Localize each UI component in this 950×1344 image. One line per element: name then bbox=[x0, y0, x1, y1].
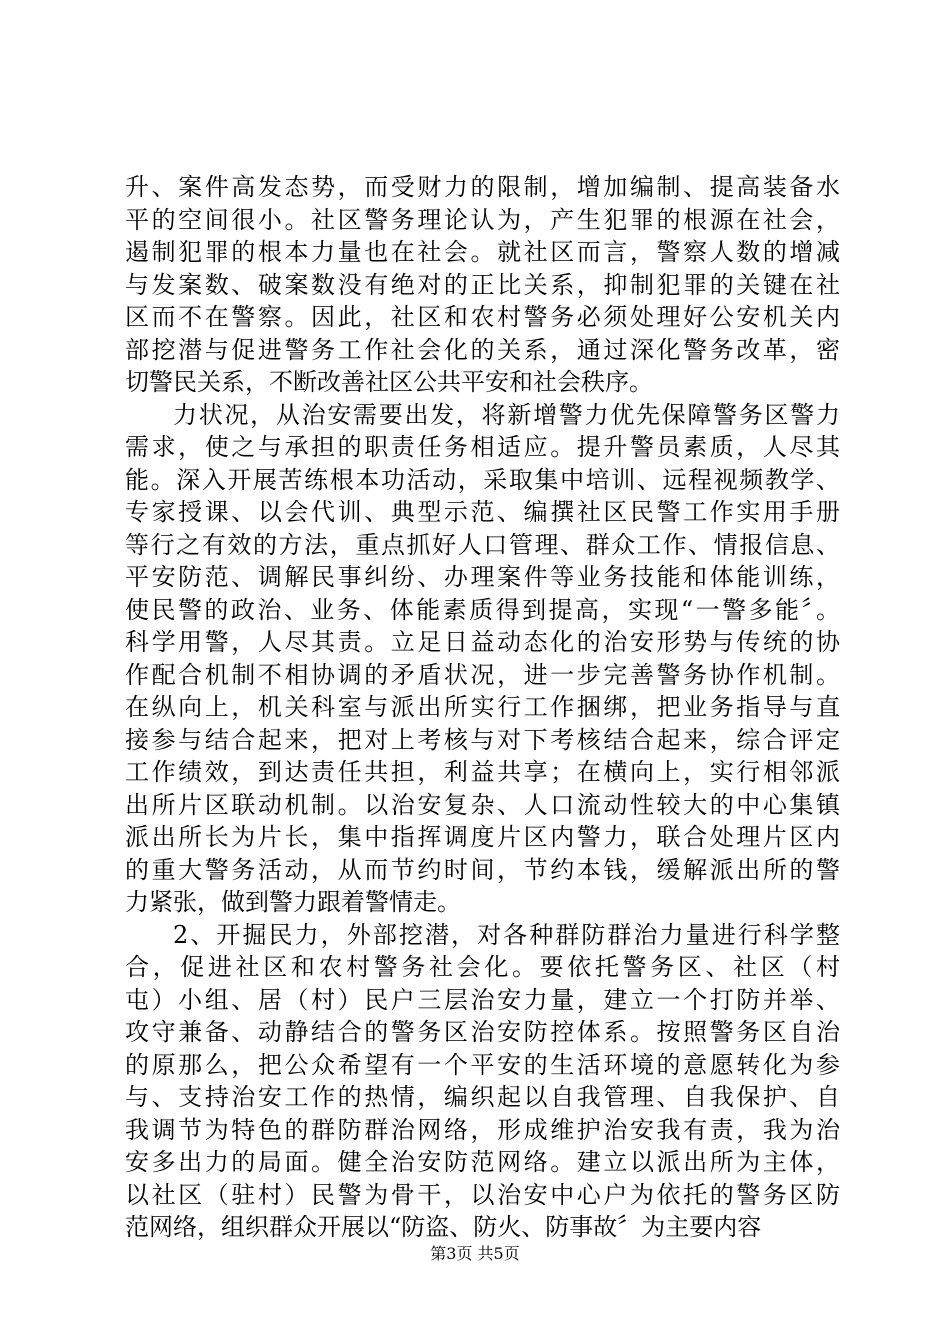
paragraph-2 bbox=[125, 399, 840, 919]
text-line: 合，促进社区和农村警务社会化。要依托警务区、社区（村 bbox=[125, 953, 840, 981]
text-line: 力紧张，做到警力跟着警情走。 bbox=[125, 888, 461, 916]
text-line: 我调节为特色的群防群治网络，形成维护治安我有责，我为治 bbox=[125, 1115, 840, 1144]
text-line: 工作绩效，到达责任共担，利益共享；在横向上，实行相邻派 bbox=[125, 758, 840, 786]
text-line: 派出所长为片长，集中指挥调度片区内警力，联合处理片区内 bbox=[125, 823, 840, 851]
text-line: 区而不在警察。因此，社区和农村警务必须处理好公安机关内 bbox=[125, 303, 840, 331]
text-line: 的重大警务活动，从而节约时间，节约本钱，缓解派出所的警 bbox=[125, 855, 840, 884]
text-line: 在纵向上，机关科室与派出所实行工作捆绑，把业务指导与直 bbox=[125, 693, 840, 721]
text-line: 需求，使之与承担的职责任务相适应。提升警员素质，人尽其 bbox=[125, 433, 840, 461]
text-line: 范网络，组织群众开展以“防盗、防火、防事故〞为主要内容 bbox=[125, 1213, 762, 1241]
text-line: 遏制犯罪的根本力量也在社会。就社区而言，警察人数的增减 bbox=[125, 238, 840, 266]
text-line: 作配合机制不相协调的矛盾状况，进一步完善警务协作机制。 bbox=[125, 660, 840, 689]
paragraph-3 bbox=[125, 919, 840, 1244]
text-line: 使民警的政治、业务、体能素质得到提高，实现“一警多能〞。 bbox=[125, 595, 840, 624]
document-body bbox=[125, 171, 840, 1244]
text-line: 屯）小组、居（村）民户三层治安力量，建立一个打防并举、 bbox=[125, 985, 840, 1014]
text-line: 的原那么，把公众希望有一个平安的生活环境的意愿转化为参 bbox=[125, 1050, 840, 1079]
text-line: 接参与结合起来，把对上考核与对下考核结合起来，综合评定 bbox=[125, 725, 840, 754]
text-line: 2、开掘民力，外部挖潜，对各种群防群治力量进行科学整 bbox=[173, 920, 840, 949]
text-line: 科学用警，人尽其责。立足日益动态化的治安形势与传统的协 bbox=[125, 628, 840, 656]
text-line: 升、案件高发态势，而受财力的限制，增加编制、提高装备水 bbox=[125, 173, 840, 201]
text-line: 部挖潜与促进警务工作社会化的关系，通过深化警务改革，密 bbox=[125, 335, 840, 364]
text-line: 平安防范、调解民事纠纷、办理案件等业务技能和体能训练， bbox=[125, 563, 840, 591]
text-line: 平的空间很小。社区警务理论认为，产生犯罪的根源在社会， bbox=[125, 205, 840, 234]
text-line: 专家授课、以会代训、典型示范、编撰社区民警工作实用手册 bbox=[125, 498, 840, 526]
text-line: 与、支持治安工作的热情，编织起以自我管理、自我保护、自 bbox=[125, 1083, 840, 1111]
text-line: 力状况，从治安需要出发，将新增警力优先保障警务区警力 bbox=[173, 400, 840, 429]
text-line: 与发案数、破案数没有绝对的正比关系，抑制犯罪的关键在社 bbox=[125, 270, 840, 299]
text-line: 切警民关系，不断改善社区公共平安和社会秩序。 bbox=[125, 368, 653, 396]
text-line: 出所片区联动机制。以治安复杂、人口流动性较大的中心集镇 bbox=[125, 790, 840, 819]
page-number-footer: 第3页 共5页 bbox=[430, 1244, 520, 1263]
text-line: 攻守兼备、动静结合的警务区治安防控体系。按照警务区自治 bbox=[125, 1018, 840, 1046]
text-line: 以社区（驻村）民警为骨干，以治安中心户为依托的警务区防 bbox=[125, 1180, 840, 1209]
paragraph-1 bbox=[125, 171, 840, 399]
text-line: 能。深入开展苦练根本功活动，采取集中培训、远程视频教学、 bbox=[125, 465, 840, 494]
text-line: 安多出力的局面。健全治安防范网络。建立以派出所为主体， bbox=[125, 1148, 840, 1176]
text-line: 等行之有效的方法，重点抓好人口管理、群众工作、情报信息、 bbox=[125, 530, 840, 559]
